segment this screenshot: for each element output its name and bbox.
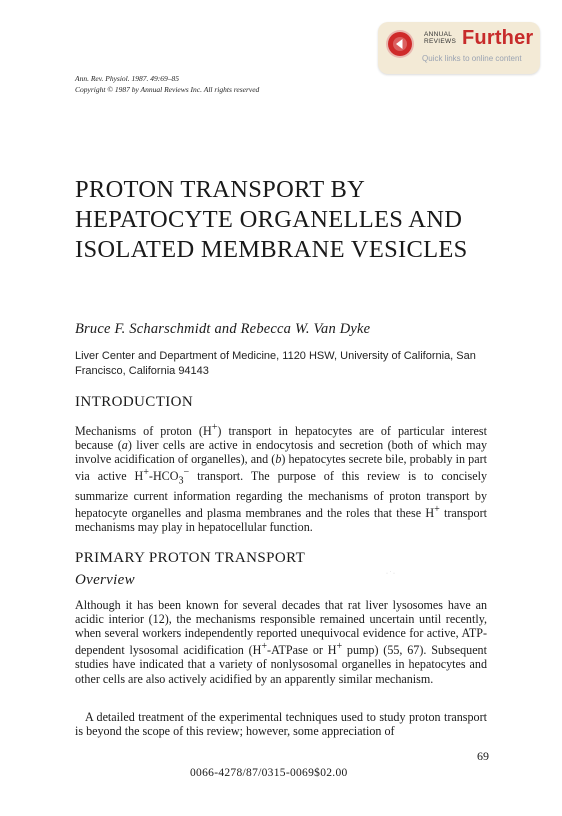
intro-sup-1: + — [211, 422, 218, 433]
primary-proton-transport-heading: PRIMARY PROTON TRANSPORT — [75, 550, 306, 566]
overview-heading: Overview — [75, 572, 135, 588]
scan-speck: · ˙ · — [386, 571, 395, 577]
intro-item-a: a — [121, 438, 128, 453]
title-line-1: PROTON TRANSPORT BY — [75, 176, 366, 203]
affiliation-line-1: Liver Center and Department of Medicine, 1120 HSW, University of California, San — [75, 350, 476, 362]
badge-reviews-text: REVIEWS — [424, 38, 457, 45]
introduction-paragraph — [75, 421, 487, 534]
intro-text-3: ) liver cells are active in endocytosis and secretion (both of which may involve acidification of organelles), and ( — [75, 438, 487, 467]
badge-further-text: Further — [462, 27, 534, 49]
left-arrow-button-icon[interactable] — [388, 32, 412, 56]
intro-text-1: Mechanisms of proton (H — [75, 424, 212, 439]
citation-line-2: Copyright © 1987 by Annual Reviews Inc. All rights reserved — [75, 85, 260, 94]
intro-sup-3: − — [183, 467, 190, 479]
intro-text-7: transport mechanisms may play in hepatocellular function. — [75, 505, 487, 535]
overview-text-3: pump) (55, 67). Subsequent studies have indicated that a variety of nonlysosomal organelles in hepatocytes and other cells are also actively acidified by an apparently similar mechanism. — [75, 643, 487, 686]
authors: Bruce F. Scharschmidt and Rebecca W. Van Dyke — [75, 321, 371, 337]
intro-sup-2: + — [143, 467, 149, 479]
left-arrow-icon — [388, 32, 412, 56]
overview-sup-1: + — [261, 641, 268, 653]
intro-sup-4: + — [434, 503, 440, 515]
intro-text-4: ) hepatocytes secrete bile, probably in part via active H — [75, 452, 487, 484]
badge-annual-text: ANNUAL — [424, 31, 453, 38]
doi-code: 0066-4278/87/0315-0069$02.00 — [190, 767, 348, 779]
intro-text-2: ) transport in hepatocytes are of particular interest because ( — [75, 424, 487, 453]
intro-text-6: transport. The purpose of this review is to concisely summarize current information regarding the mechanisms of proton transport by hepatocyte organelles and plasma membranes and the roles that these H — [75, 469, 487, 520]
second-paragraph-text: A detailed treatment of the experimental techniques used to study proton transport is beyond the scope of this review; however, some appreciation of — [75, 710, 487, 739]
intro-sub-3: 3 — [178, 475, 184, 487]
overview-text-2: -ATPase or H — [267, 643, 337, 658]
overview-paragraph — [75, 598, 487, 686]
affiliation — [75, 349, 487, 379]
badge-subtitle: Quick links to online content — [422, 54, 522, 63]
further-badge[interactable] — [378, 22, 540, 74]
overview-sup-2: + — [336, 641, 343, 653]
badge-publisher — [424, 31, 456, 45]
page-number: 69 — [477, 749, 489, 763]
intro-item-b: b — [275, 452, 282, 467]
intro-text-5: -HCO — [148, 469, 179, 484]
introduction-heading: INTRODUCTION — [75, 394, 194, 410]
second-paragraph — [75, 710, 487, 738]
title-line-2: HEPATOCYTE ORGANELLES AND — [75, 206, 463, 233]
overview-text-1: Although it has been known for several decades that rat liver lysosomes have an acidic interior (12), the mechanisms responsible remained uncertain until recently, when several workers independently reported unequivocal evidence for active, ATP-dependent lysosomal acidification (H — [75, 598, 487, 658]
citation-line-1: Ann. Rev. Physiol. 1987. 49:69–85 — [75, 74, 180, 83]
title-line-3: ISOLATED MEMBRANE VESICLES — [75, 236, 468, 263]
article-title — [75, 175, 495, 265]
affiliation-line-2: Francisco, California 94143 — [75, 365, 209, 377]
